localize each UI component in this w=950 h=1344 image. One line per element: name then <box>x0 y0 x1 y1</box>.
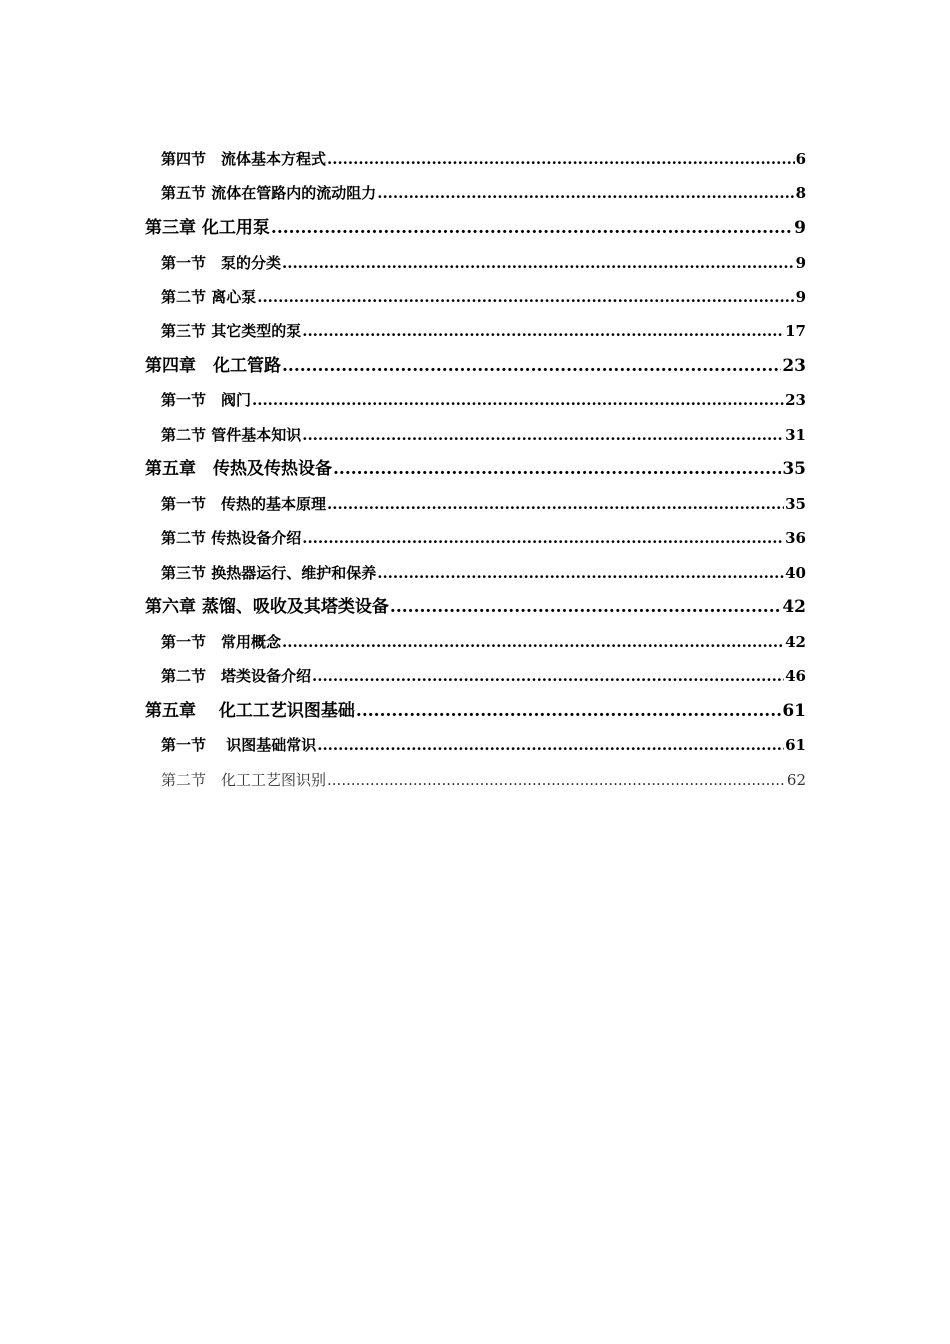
toc-entry-page: 36 <box>785 529 806 547</box>
toc-entry-label: 第五节 流体在管路内的流动阻力 <box>161 184 377 202</box>
toc-leader-dots <box>271 216 793 240</box>
toc-leader-dots <box>312 664 784 688</box>
toc-entry-label: 第一节 传热的基本原理 <box>161 495 327 513</box>
toc-entry-page: 17 <box>785 322 806 340</box>
toc-entry-label: 第二节 塔类设备介绍 <box>161 667 312 685</box>
toc-entry-page: 61 <box>782 701 806 721</box>
toc-entry-label: 第二节 管件基本知识 <box>161 426 302 444</box>
toc-leader-dots <box>282 354 781 378</box>
toc-entry[interactable] <box>161 630 806 654</box>
toc-entry-page: 40 <box>785 564 806 582</box>
toc-entry-page: 62 <box>786 771 806 789</box>
toc-leader-dots <box>377 561 784 585</box>
toc-leader-dots <box>257 285 794 309</box>
toc-entry-label: 第五章 传热及传热设备 <box>145 459 332 479</box>
toc-entry[interactable] <box>161 733 806 757</box>
toc-entry-label: 第一节 泵的分类 <box>161 254 282 272</box>
toc-leader-dots <box>302 319 784 343</box>
toc-entry-label: 第五章 化工工艺识图基础 <box>145 701 355 721</box>
toc-chapter-entry[interactable] <box>145 595 806 619</box>
toc-entry[interactable] <box>161 285 806 309</box>
toc-entry-page: 46 <box>785 667 806 685</box>
toc-leader-dots <box>317 733 784 757</box>
toc-chapter-entry[interactable] <box>145 699 806 723</box>
toc-leader-dots <box>282 251 795 275</box>
toc-leader-dots <box>333 457 781 481</box>
toc-entry-page: 9 <box>795 254 806 272</box>
toc-chapter-entry[interactable] <box>145 354 806 378</box>
toc-leader-dots <box>327 768 786 792</box>
toc-entry-label: 第一节 常用概念 <box>161 633 282 651</box>
toc-leader-dots <box>302 423 784 447</box>
toc-entry-label: 第四章 化工管路 <box>145 356 281 376</box>
toc-entry-page: 9 <box>795 288 806 306</box>
toc-leader-dots <box>327 492 784 516</box>
toc-entry[interactable] <box>161 526 806 550</box>
toc-entry-label: 第二节 离心泵 <box>161 288 257 306</box>
toc-entry-page: 42 <box>782 597 806 617</box>
toc-entry-label: 第一节 识图基础常识 <box>161 736 317 754</box>
toc-entry-label: 第三节 其它类型的泵 <box>161 322 302 340</box>
toc-entry-page: 6 <box>795 150 806 168</box>
toc-entry-page: 23 <box>785 391 806 409</box>
toc-entry-page: 31 <box>785 426 806 444</box>
toc-leader-dots <box>356 699 781 723</box>
toc-leader-dots <box>252 388 784 412</box>
toc-entry-label: 第二节 传热设备介绍 <box>161 529 302 547</box>
toc-leader-dots <box>390 595 781 619</box>
toc-entry[interactable] <box>161 181 806 205</box>
toc-entry-page: 23 <box>782 356 806 376</box>
toc-chapter-entry[interactable] <box>145 457 806 481</box>
toc-leader-dots <box>377 181 794 205</box>
toc-entry-label: 第一节 阀门 <box>161 391 252 409</box>
toc-entry[interactable] <box>161 251 806 275</box>
toc-leader-dots <box>302 526 784 550</box>
toc-entry-page: 42 <box>785 633 806 651</box>
toc-entry-label: 第二节 化工工艺图识别 <box>161 771 327 789</box>
toc-entry[interactable] <box>161 423 806 447</box>
toc-entry[interactable] <box>161 561 806 585</box>
toc-entry[interactable] <box>161 319 806 343</box>
toc-entry-label: 第三节 换热器运行、维护和保养 <box>161 564 377 582</box>
toc-entry-page: 61 <box>785 736 806 754</box>
toc-entry-label: 第六章 蒸馏、吸收及其塔类设备 <box>145 597 389 617</box>
toc-entry-label: 第三章 化工用泵 <box>145 218 270 238</box>
toc-entry-page: 35 <box>782 459 806 479</box>
toc-entry-page: 8 <box>795 184 806 202</box>
toc-entry-label: 第四节 流体基本方程式 <box>161 150 327 168</box>
toc-entry-page: 35 <box>785 495 806 513</box>
toc-chapter-entry[interactable] <box>145 216 806 240</box>
toc-entry[interactable] <box>161 147 806 171</box>
toc-leader-dots <box>327 147 795 171</box>
toc-entry[interactable] <box>161 768 806 792</box>
toc-entry[interactable] <box>161 492 806 516</box>
toc-entry[interactable] <box>161 388 806 412</box>
toc-entry[interactable] <box>161 664 806 688</box>
toc-entry-page: 9 <box>794 218 806 238</box>
toc-leader-dots <box>282 630 784 654</box>
